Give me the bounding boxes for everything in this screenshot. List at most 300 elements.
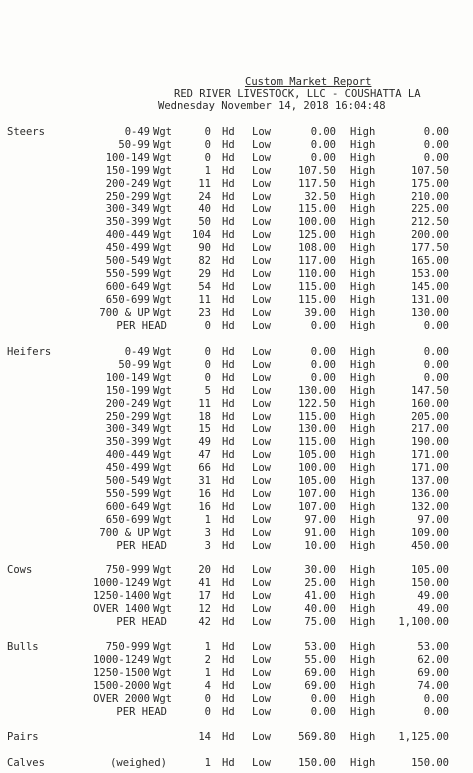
low-label: Low	[252, 449, 271, 462]
head-count: 42	[198, 615, 211, 628]
hd-label: Hd	[222, 280, 235, 293]
low-label: Low	[252, 576, 271, 589]
hd-label: Hd	[222, 500, 235, 513]
high-price: 0.00	[423, 138, 449, 151]
weight-range: 250-299	[105, 190, 150, 203]
high-label: High	[350, 475, 376, 487]
head-count: 11	[198, 293, 211, 306]
high-label: High	[350, 731, 376, 743]
section-label: Steers	[7, 126, 45, 138]
head-count: 29	[198, 267, 211, 280]
report-title: Custom Market Report	[245, 76, 372, 88]
high-label: High	[350, 526, 376, 539]
low-label: Low	[252, 126, 271, 138]
wgt-label: Wgt	[153, 126, 172, 138]
hd-label: Hd	[222, 216, 235, 229]
head-count: 23	[198, 306, 211, 319]
high-label: High	[350, 615, 376, 628]
report-row	[0, 126, 473, 139]
high-label: High	[350, 641, 376, 653]
head-count: 1	[204, 666, 211, 679]
section-label: Heifers	[7, 346, 52, 358]
low-price: 569.80	[298, 731, 336, 743]
weight-range: 1000-1249	[93, 576, 150, 589]
report-row	[0, 577, 473, 590]
report-row	[0, 616, 473, 629]
head-count: 2	[204, 653, 211, 666]
high-label: High	[350, 190, 376, 203]
high-price: 0.00	[423, 692, 449, 705]
head-count: 4	[204, 679, 211, 692]
low-label: Low	[252, 151, 271, 164]
low-price: 69.00	[304, 679, 336, 692]
wgt-label: Wgt	[153, 384, 172, 397]
low-price: 75.00	[304, 615, 336, 628]
report-row	[0, 680, 473, 693]
low-price: 125.00	[298, 229, 336, 242]
low-price: 115.00	[298, 280, 336, 293]
wgt-label: Wgt	[153, 500, 172, 513]
report-row	[0, 462, 473, 475]
high-price: 171.00	[411, 449, 449, 462]
high-price: 153.00	[411, 267, 449, 280]
section-label: Bulls	[7, 641, 39, 653]
wgt-label: Wgt	[153, 423, 172, 436]
report-row	[0, 216, 473, 229]
hd-label: Hd	[222, 177, 235, 190]
high-price: 160.00	[411, 397, 449, 410]
low-label: Low	[252, 293, 271, 306]
per-head-label: PER HEAD	[116, 615, 167, 628]
weight-range: 1000-1249	[93, 653, 150, 666]
low-label: Low	[252, 203, 271, 216]
section-label: Cows	[7, 564, 33, 576]
weight-range: 650-699	[105, 513, 150, 526]
high-label: High	[350, 679, 376, 692]
report-row	[0, 641, 473, 654]
report-row	[0, 590, 473, 603]
report-row	[0, 152, 473, 165]
head-count: 0	[204, 346, 211, 358]
low-label: Low	[252, 757, 271, 769]
report-row	[0, 667, 473, 680]
hd-label: Hd	[222, 526, 235, 539]
weight-range: 400-449	[105, 449, 150, 462]
high-label: High	[350, 436, 376, 449]
head-count: 47	[198, 449, 211, 462]
low-price: 40.00	[304, 602, 336, 615]
hd-label: Hd	[222, 757, 235, 769]
wgt-label: Wgt	[153, 475, 172, 487]
head-count: 0	[204, 138, 211, 151]
wgt-label: Wgt	[153, 410, 172, 423]
report-row	[0, 564, 473, 577]
weight-range: 1500-2000	[93, 679, 150, 692]
report-row	[0, 294, 473, 307]
low-price: 69.00	[304, 666, 336, 679]
hd-label: Hd	[222, 410, 235, 423]
report-row	[0, 449, 473, 462]
wgt-label: Wgt	[153, 666, 172, 679]
high-label: High	[350, 346, 376, 358]
hd-label: Hd	[222, 615, 235, 628]
low-label: Low	[252, 462, 271, 475]
high-label: High	[350, 177, 376, 190]
weight-range: 550-599	[105, 487, 150, 500]
wgt-label: Wgt	[153, 203, 172, 216]
low-price: 107.00	[298, 487, 336, 500]
high-price: 171.00	[411, 462, 449, 475]
hd-label: Hd	[222, 692, 235, 705]
high-label: High	[350, 666, 376, 679]
low-price: 107.50	[298, 164, 336, 177]
low-price: 105.00	[298, 449, 336, 462]
wgt-label: Wgt	[153, 255, 172, 267]
hd-label: Hd	[222, 666, 235, 679]
hd-label: Hd	[222, 487, 235, 500]
head-count: 11	[198, 397, 211, 410]
hd-label: Hd	[222, 358, 235, 371]
hd-label: Hd	[222, 436, 235, 449]
high-label: High	[350, 280, 376, 293]
hd-label: Hd	[222, 242, 235, 255]
head-count: 49	[198, 436, 211, 449]
report-row	[0, 372, 473, 385]
head-count: 24	[198, 190, 211, 203]
high-label: High	[350, 757, 376, 769]
head-count: 0	[204, 358, 211, 371]
report-row	[0, 203, 473, 216]
hd-label: Hd	[222, 293, 235, 306]
high-label: High	[350, 564, 376, 576]
high-price: 130.00	[411, 306, 449, 319]
head-count: 15	[198, 423, 211, 436]
low-price: 115.00	[298, 293, 336, 306]
low-label: Low	[252, 267, 271, 280]
report-row	[0, 398, 473, 411]
low-price: 0.00	[310, 126, 336, 138]
report-row	[0, 423, 473, 436]
weight-range: 700 & UP	[99, 526, 150, 539]
wgt-label: Wgt	[153, 487, 172, 500]
low-price: 115.00	[298, 203, 336, 216]
wgt-label: Wgt	[153, 346, 172, 358]
wgt-label: Wgt	[153, 177, 172, 190]
weight-range: 650-699	[105, 293, 150, 306]
low-price: 115.00	[298, 436, 336, 449]
weight-range: 500-549	[105, 475, 150, 487]
hd-label: Hd	[222, 319, 235, 332]
high-label: High	[350, 423, 376, 436]
low-label: Low	[252, 500, 271, 513]
weight-range: 600-649	[105, 280, 150, 293]
weight-range: 1250-1400	[93, 589, 150, 602]
high-label: High	[350, 216, 376, 229]
high-price: 53.00	[417, 641, 449, 653]
head-count: 0	[204, 371, 211, 384]
hd-label: Hd	[222, 267, 235, 280]
low-label: Low	[252, 731, 271, 743]
low-label: Low	[252, 306, 271, 319]
high-label: High	[350, 138, 376, 151]
high-price: 190.00	[411, 436, 449, 449]
high-label: High	[350, 371, 376, 384]
low-price: 0.00	[310, 358, 336, 371]
wgt-label: Wgt	[153, 462, 172, 475]
high-price: 150.00	[411, 576, 449, 589]
high-label: High	[350, 589, 376, 602]
high-label: High	[350, 242, 376, 255]
high-label: High	[350, 410, 376, 423]
low-price: 150.00	[298, 757, 336, 769]
high-price: 1,100.00	[398, 615, 449, 628]
low-label: Low	[252, 653, 271, 666]
report-row	[0, 281, 473, 294]
report-row	[0, 527, 473, 540]
high-price: 175.00	[411, 177, 449, 190]
low-label: Low	[252, 692, 271, 705]
high-price: 0.00	[423, 126, 449, 138]
low-label: Low	[252, 475, 271, 487]
wgt-label: Wgt	[153, 449, 172, 462]
low-label: Low	[252, 242, 271, 255]
low-price: 105.00	[298, 475, 336, 487]
wgt-label: Wgt	[153, 513, 172, 526]
high-price: 177.50	[411, 242, 449, 255]
head-count: 18	[198, 410, 211, 423]
hd-label: Hd	[222, 255, 235, 267]
low-label: Low	[252, 564, 271, 576]
high-price: 109.00	[411, 526, 449, 539]
wgt-label: Wgt	[153, 526, 172, 539]
high-label: High	[350, 293, 376, 306]
report-row	[0, 320, 473, 333]
low-label: Low	[252, 526, 271, 539]
wgt-label: Wgt	[153, 653, 172, 666]
high-price: 165.00	[411, 255, 449, 267]
report-row	[0, 242, 473, 255]
report-row	[0, 359, 473, 372]
weight-range: 200-249	[105, 177, 150, 190]
weight-range: OVER 2000	[93, 692, 150, 705]
hd-label: Hd	[222, 164, 235, 177]
report-row	[0, 268, 473, 281]
wgt-label: Wgt	[153, 641, 172, 653]
high-price: 0.00	[423, 705, 449, 718]
weight-range: OVER 1400	[93, 602, 150, 615]
report-row	[0, 411, 473, 424]
head-count: 0	[204, 126, 211, 138]
high-label: High	[350, 602, 376, 615]
low-price: 0.00	[310, 692, 336, 705]
low-price: 53.00	[304, 641, 336, 653]
head-count: 0	[204, 692, 211, 705]
low-label: Low	[252, 602, 271, 615]
high-label: High	[350, 487, 376, 500]
high-price: 150.00	[411, 757, 449, 769]
weight-range: 400-449	[105, 229, 150, 242]
hd-label: Hd	[222, 423, 235, 436]
hd-label: Hd	[222, 229, 235, 242]
report-row	[0, 603, 473, 616]
high-label: High	[350, 449, 376, 462]
wgt-label: Wgt	[153, 267, 172, 280]
head-count: 20	[198, 564, 211, 576]
low-price: 100.00	[298, 462, 336, 475]
low-label: Low	[252, 384, 271, 397]
high-price: 225.00	[411, 203, 449, 216]
low-label: Low	[252, 410, 271, 423]
low-price: 115.00	[298, 410, 336, 423]
hd-label: Hd	[222, 731, 235, 743]
report-row	[0, 139, 473, 152]
hd-label: Hd	[222, 397, 235, 410]
high-price: 200.00	[411, 229, 449, 242]
low-label: Low	[252, 346, 271, 358]
wgt-label: Wgt	[153, 306, 172, 319]
report-row	[0, 706, 473, 719]
section-label: Calves	[7, 757, 45, 769]
weight-range: 450-499	[105, 462, 150, 475]
hd-label: Hd	[222, 126, 235, 138]
weight-range: 450-499	[105, 242, 150, 255]
high-price: 69.00	[417, 666, 449, 679]
high-label: High	[350, 397, 376, 410]
high-price: 105.00	[411, 564, 449, 576]
hd-label: Hd	[222, 641, 235, 653]
low-label: Low	[252, 641, 271, 653]
hd-label: Hd	[222, 462, 235, 475]
low-label: Low	[252, 615, 271, 628]
report-row	[0, 693, 473, 706]
head-count: 16	[198, 487, 211, 500]
per-head-label: PER HEAD	[116, 319, 167, 332]
wgt-label: Wgt	[153, 397, 172, 410]
low-label: Low	[252, 589, 271, 602]
high-price: 450.00	[411, 539, 449, 552]
weight-range: 1250-1500	[93, 666, 150, 679]
low-label: Low	[252, 216, 271, 229]
hd-label: Hd	[222, 539, 235, 552]
head-count: 104	[192, 229, 211, 242]
low-price: 55.00	[304, 653, 336, 666]
weight-range: 100-149	[105, 371, 150, 384]
high-price: 210.00	[411, 190, 449, 203]
weight-range: 50-99	[118, 358, 150, 371]
hd-label: Hd	[222, 151, 235, 164]
high-price: 136.00	[411, 487, 449, 500]
low-label: Low	[252, 539, 271, 552]
high-price: 62.00	[417, 653, 449, 666]
wgt-label: Wgt	[153, 293, 172, 306]
low-price: 41.00	[304, 589, 336, 602]
hd-label: Hd	[222, 513, 235, 526]
low-price: 0.00	[310, 319, 336, 332]
low-price: 39.00	[304, 306, 336, 319]
high-price: 49.00	[417, 589, 449, 602]
high-label: High	[350, 513, 376, 526]
high-price: 49.00	[417, 602, 449, 615]
hd-label: Hd	[222, 449, 235, 462]
low-price: 108.00	[298, 242, 336, 255]
weight-range: 300-349	[105, 423, 150, 436]
wgt-label: Wgt	[153, 679, 172, 692]
low-price: 25.00	[304, 576, 336, 589]
low-price: 0.00	[310, 138, 336, 151]
report-row	[0, 229, 473, 242]
low-label: Low	[252, 190, 271, 203]
hd-label: Hd	[222, 190, 235, 203]
wgt-label: Wgt	[153, 216, 172, 229]
low-label: Low	[252, 138, 271, 151]
wgt-label: Wgt	[153, 692, 172, 705]
hd-label: Hd	[222, 475, 235, 487]
low-price: 107.00	[298, 500, 336, 513]
hd-label: Hd	[222, 589, 235, 602]
weight-range: 50-99	[118, 138, 150, 151]
low-price: 122.50	[298, 397, 336, 410]
report-row	[0, 757, 473, 770]
wgt-label: Wgt	[153, 602, 172, 615]
report-row	[0, 385, 473, 398]
head-count: 1	[204, 164, 211, 177]
weight-range: 300-349	[105, 203, 150, 216]
head-count: 3	[204, 539, 211, 552]
high-price: 137.00	[411, 475, 449, 487]
hd-label: Hd	[222, 564, 235, 576]
report-datetime: Wednesday November 14, 2018 16:04:48	[158, 100, 386, 112]
hd-label: Hd	[222, 705, 235, 718]
section-label: Pairs	[7, 731, 39, 743]
report-row	[0, 165, 473, 178]
weight-range: 0-49	[124, 126, 150, 138]
low-price: 30.00	[304, 564, 336, 576]
low-price: 97.00	[304, 513, 336, 526]
head-count: 12	[198, 602, 211, 615]
high-price: 0.00	[423, 151, 449, 164]
high-label: High	[350, 255, 376, 267]
report-row	[0, 346, 473, 359]
low-label: Low	[252, 397, 271, 410]
weight-range: 500-549	[105, 255, 150, 267]
high-price: 145.00	[411, 280, 449, 293]
weight-range: 550-599	[105, 267, 150, 280]
report-row	[0, 488, 473, 501]
wgt-label: Wgt	[153, 138, 172, 151]
head-count: 31	[198, 475, 211, 487]
high-price: 0.00	[423, 319, 449, 332]
low-price: 117.50	[298, 177, 336, 190]
low-label: Low	[252, 280, 271, 293]
high-price: 212.50	[411, 216, 449, 229]
low-price: 91.00	[304, 526, 336, 539]
high-price: 0.00	[423, 346, 449, 358]
report-row	[0, 255, 473, 268]
wgt-label: Wgt	[153, 576, 172, 589]
wgt-label: Wgt	[153, 242, 172, 255]
head-count: 0	[204, 151, 211, 164]
report-row	[0, 436, 473, 449]
hd-label: Hd	[222, 576, 235, 589]
wgt-label: Wgt	[153, 151, 172, 164]
per-head-label: PER HEAD	[116, 539, 167, 552]
high-price: 131.00	[411, 293, 449, 306]
low-price: 0.00	[310, 371, 336, 384]
weight-range: 750-999	[105, 641, 150, 653]
high-price: 147.50	[411, 384, 449, 397]
low-price: 32.50	[304, 190, 336, 203]
high-label: High	[350, 151, 376, 164]
